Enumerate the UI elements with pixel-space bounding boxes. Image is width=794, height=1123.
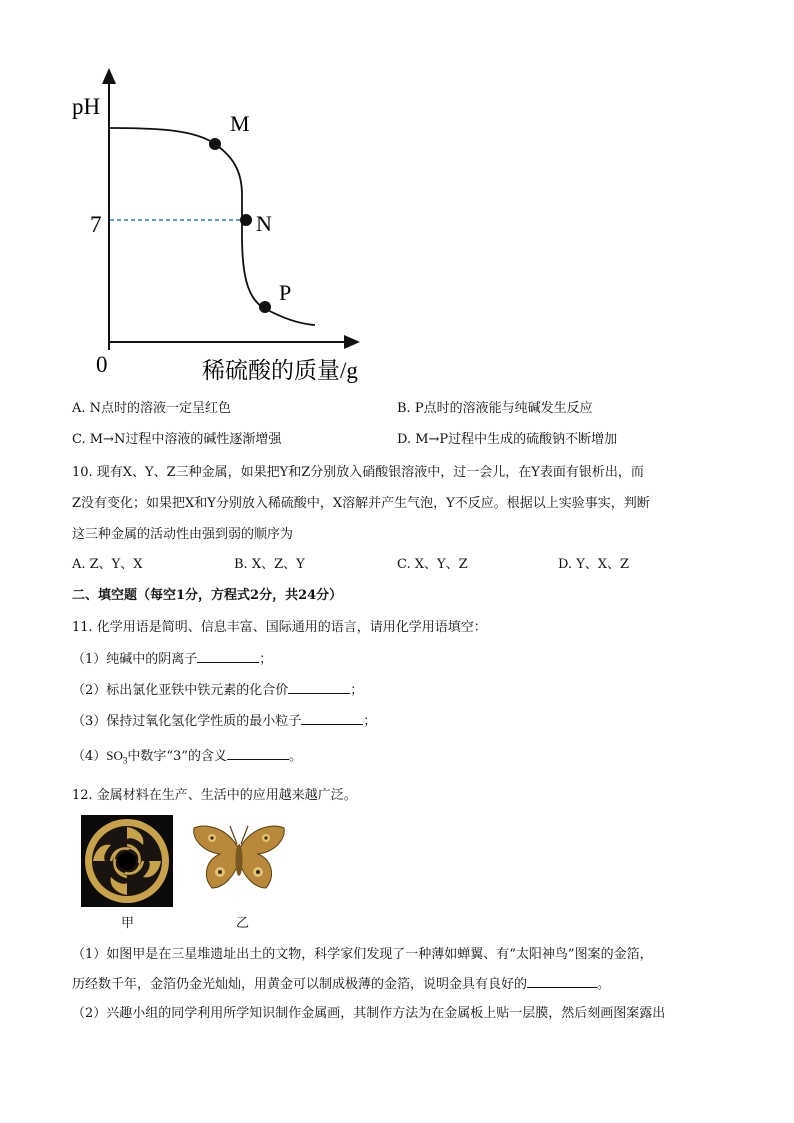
q9-option-a: A. N点时的溶液一定呈红色 [72, 401, 232, 416]
q11-item-1-end: ； [259, 652, 273, 667]
point-p-label: P [279, 280, 292, 305]
q11-item-1-text: （1）纯碱中的阴离子 [72, 652, 198, 667]
y-axis-label: pH [72, 94, 101, 119]
q10-stem-line1: 10. 现有X、Y、Z三种金属，如果把Y和Z分别放入硝酸银溶液中，过一会儿，在Y表面有银析出，而 [72, 465, 644, 480]
so3-formula [106, 748, 128, 766]
q9-option-d: D. M→P过程中生成的硫酸钠不断增加 [397, 432, 618, 447]
q11-item-3 [72, 712, 376, 731]
point-n [240, 214, 252, 226]
q11-stem: 11. 化学用语是简明、信息丰富、国际通用的语言，请用化学用语填空： [72, 620, 487, 635]
q10-stem-line3: 这三种金属的活动性由强到弱的顺序为 [72, 527, 294, 542]
ph-titration-chart [60, 60, 400, 390]
answer-blank[interactable] [301, 712, 363, 725]
answer-blank[interactable] [288, 681, 350, 694]
q11-item-2-text: （2）标出氯化亚铁中铁元素的化合价 [72, 683, 289, 698]
point-m [209, 138, 221, 150]
q12-p1-line1: （1）如图甲是在三星堆遗址出土的文物，科学家们发现了一种薄如蝉翼、有“太阳神鸟”图案的金箔， [72, 947, 653, 962]
q9-option-b: B. P点时的溶液能与纯碱发生反应 [397, 401, 593, 416]
so3-subscript: 3 [122, 755, 128, 766]
q11-item-4-text: 中数字“3”的含义 [127, 749, 227, 764]
q10-option-a: A. Z、Y、X [72, 557, 143, 572]
answer-blank[interactable] [197, 650, 259, 663]
q11-item-2 [72, 681, 363, 700]
q11-item-3-text: （3）保持过氧化氢化学性质的最小粒子 [72, 714, 302, 729]
point-p [259, 301, 271, 313]
y-axis-arrow [102, 68, 116, 84]
q10-option-b: B. X、Z、Y [234, 557, 305, 572]
point-m-label: M [230, 111, 250, 136]
q12-p2-line1: （2）兴趣小组的同学利用所学知识制作金属画，其制作方法为在金属板上贴一层膜，然后刻画图案露出 [72, 1006, 666, 1021]
q12-p1-line2-text: 历经数千年，金箔仍金光灿灿，用黄金可以制成极薄的金箔，说明金具有良好的 [72, 977, 528, 992]
q12-p1-line2 [72, 975, 610, 994]
origin-label: 0 [96, 352, 108, 377]
sunbird-gold-foil-image [81, 815, 173, 907]
so3-base: SO [106, 748, 123, 763]
q10-option-d: D. Y、X、Z [558, 557, 630, 572]
image-label-jia: 甲 [121, 916, 135, 931]
q12-stem: 12. 金属材料在生产、生活中的应用越来越广泛。 [72, 788, 357, 803]
q11-item-1 [72, 650, 272, 669]
image-label-yi: 乙 [236, 916, 250, 931]
q9-option-c: C. M→N过程中溶液的碱性逐渐增强 [72, 432, 282, 447]
q11-item-3-end: ； [363, 714, 377, 729]
answer-blank[interactable] [227, 747, 289, 760]
q10-option-c: C. X、Y、Z [397, 557, 468, 572]
reference-y-label: 7 [90, 212, 102, 237]
x-axis-arrow [344, 335, 360, 349]
q11-item-2-end: ； [350, 683, 364, 698]
q11-item-4 [72, 747, 302, 770]
gold-butterfly-image [190, 820, 288, 898]
section-title: 二、填空题（每空1分，方程式2分，共24分） [72, 588, 343, 603]
x-axis-label: 稀硫酸的质量/g [202, 358, 358, 383]
q10-stem-line2: Z没有变化；如果把X和Y分别放入稀硫酸中，X溶解并产生气泡，Y不反应。根据以上实验事实，判断 [72, 496, 650, 511]
q12-p1-end: 。 [597, 977, 611, 992]
answer-blank[interactable] [527, 975, 597, 988]
q11-item-4-prefix: （4） [72, 749, 107, 764]
q11-item-4-end: 。 [288, 749, 302, 764]
point-n-label: N [256, 211, 272, 236]
